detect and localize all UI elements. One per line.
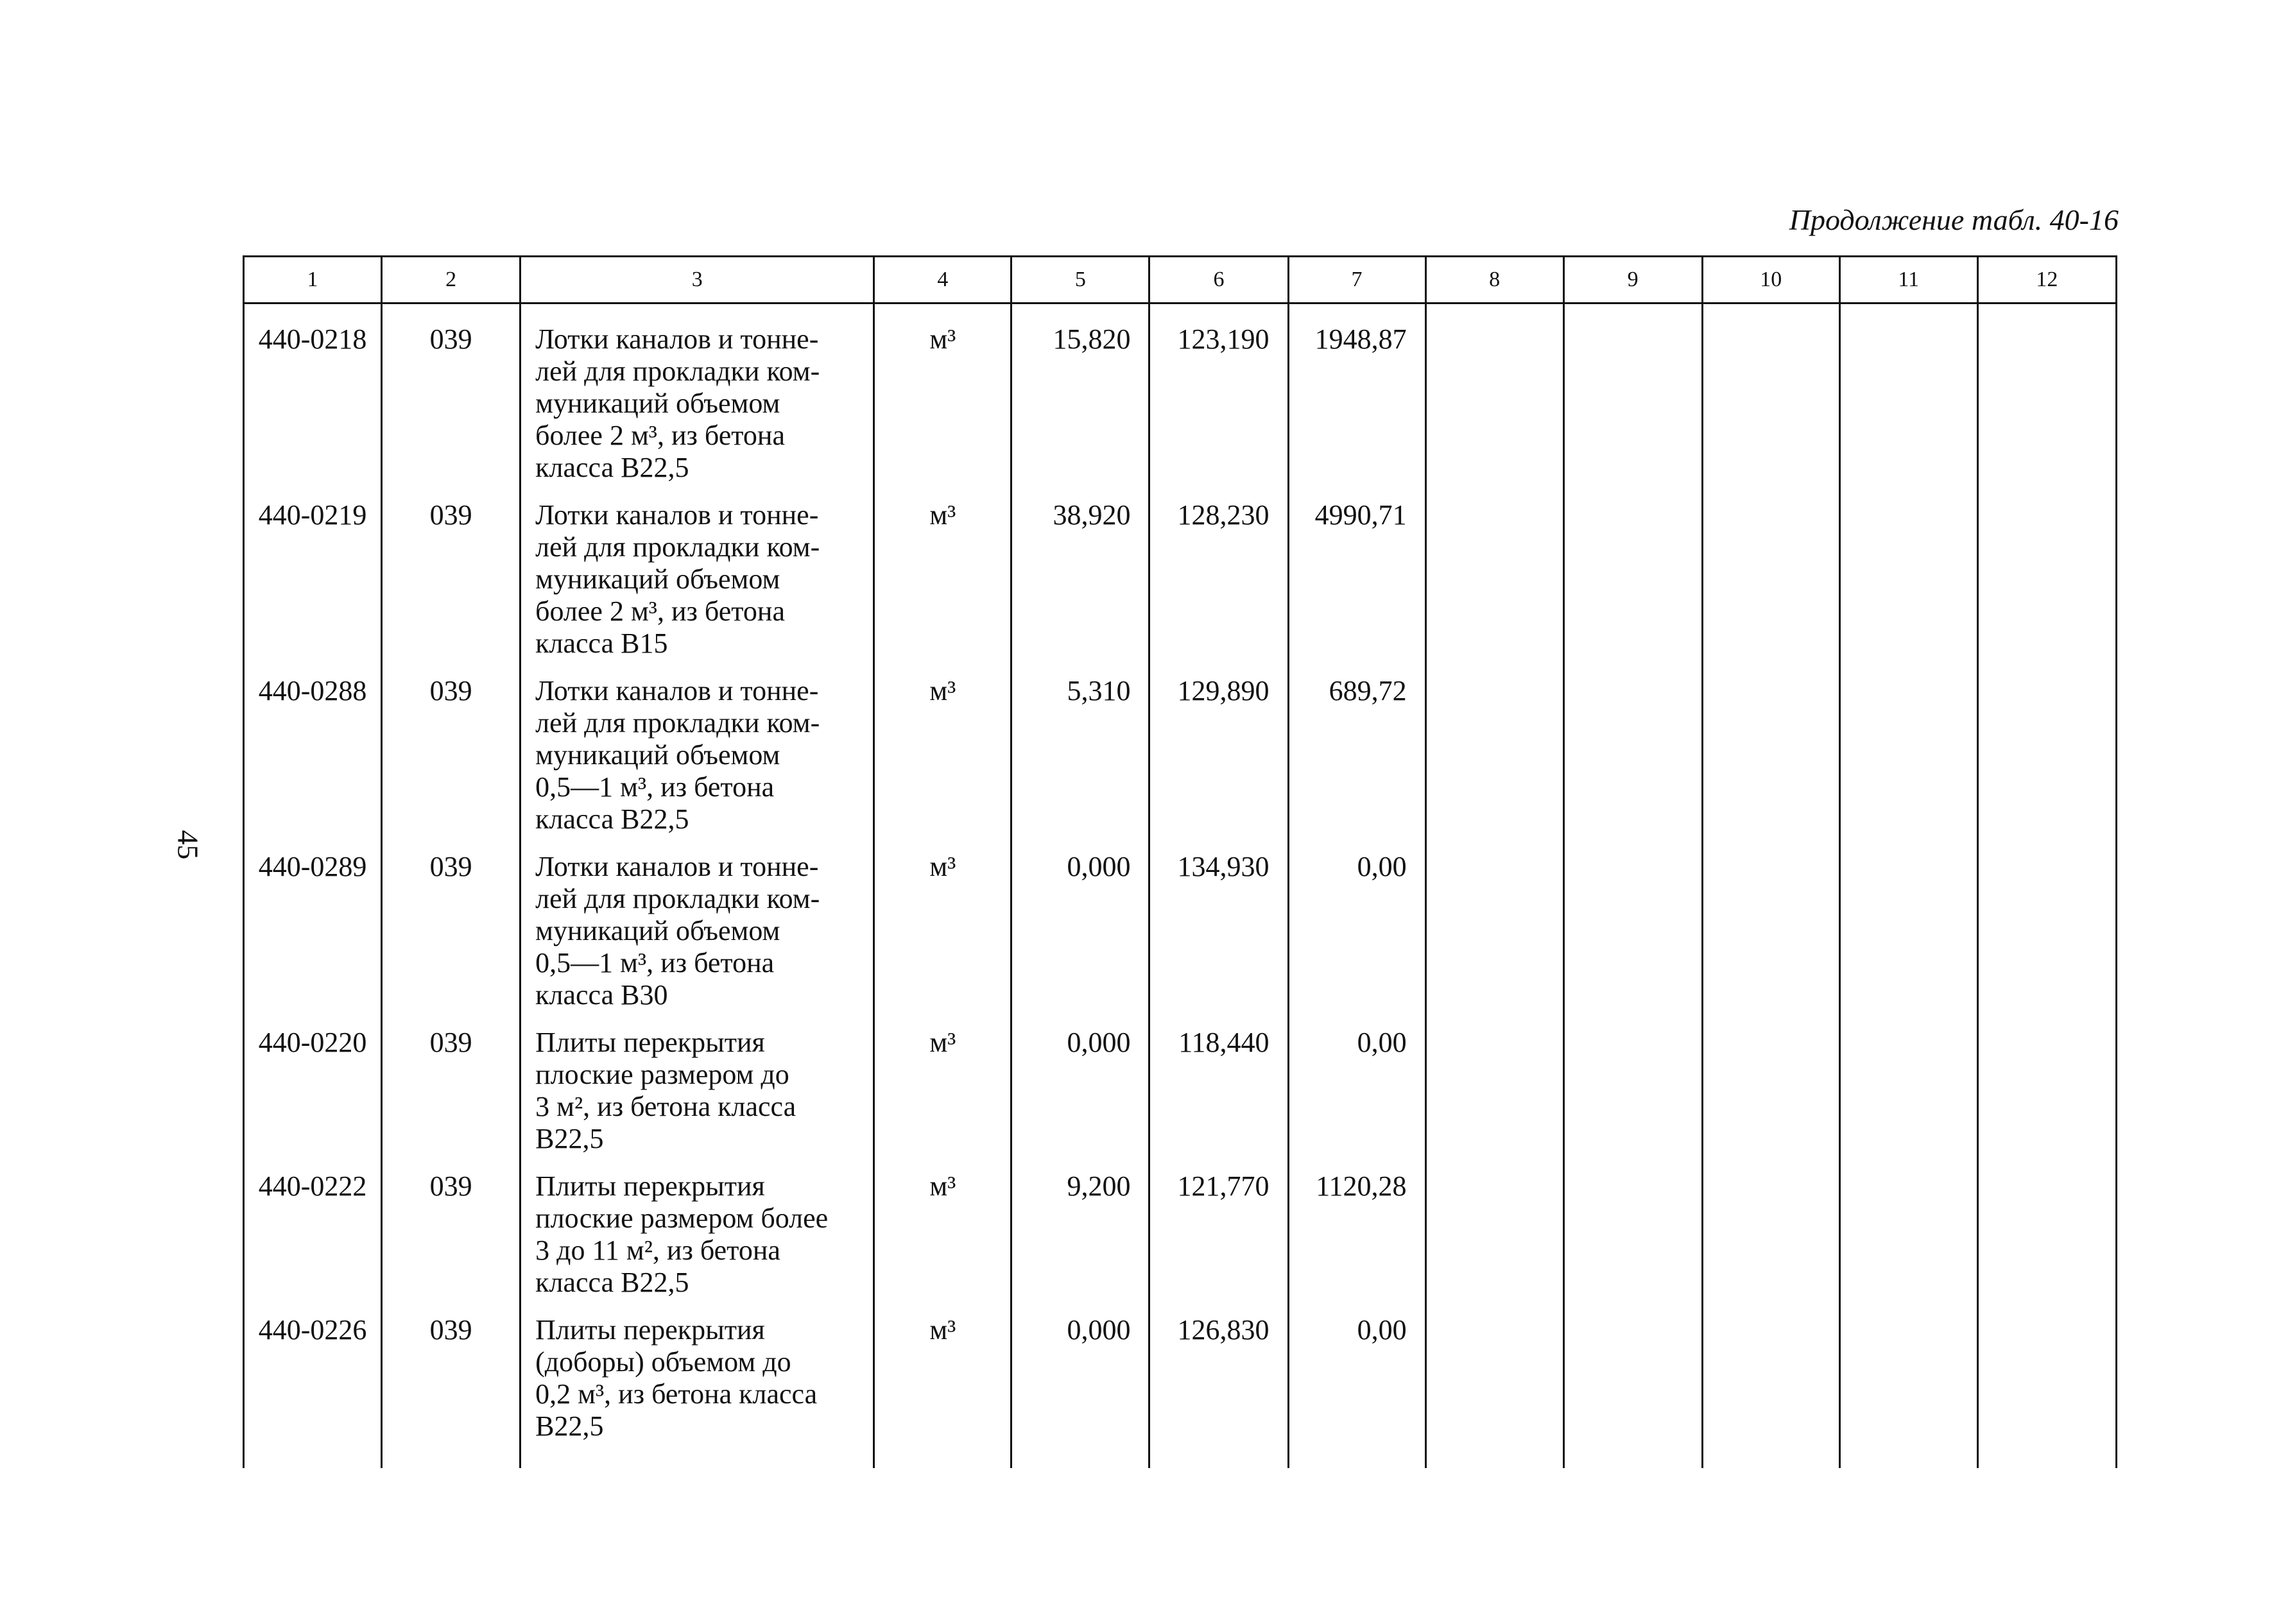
unit-price: 121,770	[1149, 1170, 1288, 1314]
table-continuation-caption: Продолжение табл. 40-16	[1789, 203, 2119, 236]
item-name-line: В22,5	[535, 1410, 604, 1442]
empty-cell-col-8	[1425, 1314, 1563, 1468]
empty-cell-col-11	[1839, 1314, 1977, 1468]
unit-price: 129,890	[1149, 675, 1288, 851]
unit-price: 126,830	[1149, 1314, 1288, 1468]
page-number: 45	[171, 830, 205, 860]
unit: м³	[874, 1170, 1011, 1314]
item-name-line: класса В22,5	[535, 452, 689, 483]
column-header: 5	[1011, 257, 1149, 303]
empty-cell-col-9	[1563, 1027, 1702, 1170]
empty-cell-col-8	[1425, 1027, 1563, 1170]
empty-cell-col-11	[1839, 675, 1977, 851]
empty-cell-col-12	[1977, 675, 2116, 851]
empty-cell-col-8	[1425, 303, 1563, 500]
quantity: 38,920	[1011, 499, 1149, 675]
empty-cell-col-11	[1839, 499, 1977, 675]
column-header: 3	[521, 257, 874, 303]
item-name-line: В22,5	[535, 1123, 604, 1154]
empty-cell-col-12	[1977, 499, 2116, 675]
item-code: 440-0220	[244, 1027, 382, 1170]
item-name-line: 3 до 11 м², из бетона	[535, 1235, 780, 1266]
item-name-line: класса В22,5	[535, 1267, 689, 1298]
price-table	[243, 255, 2117, 1468]
item-name	[521, 499, 874, 675]
empty-cell-col-8	[1425, 675, 1563, 851]
quantity: 9,200	[1011, 1170, 1149, 1314]
unit-price: 123,190	[1149, 303, 1288, 500]
item-name-line: плоские размером более	[535, 1202, 829, 1234]
table-row	[244, 1027, 2117, 1170]
item-name-line: муникаций объемом	[535, 388, 780, 419]
group-code: 039	[382, 1027, 521, 1170]
table-body	[244, 303, 2117, 1469]
table-row	[244, 1170, 2117, 1314]
quantity: 15,820	[1011, 303, 1149, 500]
quantity: 5,310	[1011, 675, 1149, 851]
group-code: 039	[382, 851, 521, 1027]
quantity: 0,000	[1011, 1314, 1149, 1468]
table-row	[244, 851, 2117, 1027]
item-code: 440-0219	[244, 499, 382, 675]
item-name	[521, 851, 874, 1027]
empty-cell-col-10	[1702, 499, 1839, 675]
item-name-line: Лотки каналов и тонне-	[535, 323, 819, 355]
empty-cell-col-10	[1702, 1170, 1839, 1314]
item-code: 440-0218	[244, 303, 382, 500]
empty-cell-col-11	[1839, 851, 1977, 1027]
item-name-line: 0,5—1 м³, из бетона	[535, 771, 775, 803]
item-name-line: класса В22,5	[535, 803, 689, 835]
column-header: 8	[1425, 257, 1563, 303]
empty-cell-col-12	[1977, 1170, 2116, 1314]
unit: м³	[874, 675, 1011, 851]
item-name-line: муникаций объемом	[535, 739, 780, 771]
item-name-line: (доборы) объемом до	[535, 1346, 791, 1378]
item-name-line: 3 м², из бетона класса	[535, 1091, 796, 1122]
column-header: 12	[1977, 257, 2116, 303]
empty-cell-col-10	[1702, 675, 1839, 851]
group-code: 039	[382, 1314, 521, 1468]
empty-cell-col-8	[1425, 499, 1563, 675]
column-header: 6	[1149, 257, 1288, 303]
empty-cell-col-9	[1563, 851, 1702, 1027]
empty-cell-col-10	[1702, 303, 1839, 500]
empty-cell-col-12	[1977, 1027, 2116, 1170]
empty-cell-col-9	[1563, 499, 1702, 675]
table-row	[244, 499, 2117, 675]
column-header: 1	[244, 257, 382, 303]
empty-cell-col-11	[1839, 303, 1977, 500]
unit-price: 118,440	[1149, 1027, 1288, 1170]
unit: м³	[874, 1027, 1011, 1170]
header-row	[244, 257, 2117, 303]
column-header: 9	[1563, 257, 1702, 303]
empty-cell-col-8	[1425, 851, 1563, 1027]
item-name	[521, 1027, 874, 1170]
empty-cell-col-9	[1563, 675, 1702, 851]
unit-price: 128,230	[1149, 499, 1288, 675]
empty-cell-col-9	[1563, 1170, 1702, 1314]
item-name-line: Лотки каналов и тонне-	[535, 499, 819, 531]
table-row	[244, 303, 2117, 500]
total-cost: 4990,71	[1288, 499, 1425, 675]
empty-cell-col-12	[1977, 1314, 2116, 1468]
group-code: 039	[382, 499, 521, 675]
unit: м³	[874, 303, 1011, 500]
item-name-line: муникаций объемом	[535, 563, 780, 595]
item-name-line: 0,2 м³, из бетона класса	[535, 1378, 818, 1410]
group-code: 039	[382, 303, 521, 500]
item-name-line: 0,5—1 м³, из бетона	[535, 947, 775, 979]
item-name-line: плоские размером до	[535, 1059, 789, 1090]
empty-cell-col-11	[1839, 1170, 1977, 1314]
item-code: 440-0289	[244, 851, 382, 1027]
unit-price: 134,930	[1149, 851, 1288, 1027]
column-header: 10	[1702, 257, 1839, 303]
quantity: 0,000	[1011, 851, 1149, 1027]
item-name-line: Плиты перекрытия	[535, 1027, 765, 1058]
empty-cell-col-10	[1702, 1314, 1839, 1468]
item-name-line: муникаций объемом	[535, 915, 780, 946]
unit: м³	[874, 1314, 1011, 1468]
unit: м³	[874, 851, 1011, 1027]
item-name-line: Лотки каналов и тонне-	[535, 851, 819, 882]
empty-cell-col-10	[1702, 851, 1839, 1027]
total-cost: 689,72	[1288, 675, 1425, 851]
empty-cell-col-11	[1839, 1027, 1977, 1170]
column-header: 11	[1839, 257, 1977, 303]
empty-cell-col-12	[1977, 851, 2116, 1027]
item-name-line: класса В30	[535, 979, 668, 1011]
total-cost: 0,00	[1288, 1314, 1425, 1468]
item-name	[521, 1170, 874, 1314]
item-name-line: лей для прокладки ком-	[535, 531, 820, 563]
table-row	[244, 1314, 2117, 1468]
item-code: 440-0222	[244, 1170, 382, 1314]
total-cost: 0,00	[1288, 851, 1425, 1027]
column-header: 2	[382, 257, 521, 303]
group-code: 039	[382, 675, 521, 851]
empty-cell-col-10	[1702, 1027, 1839, 1170]
empty-cell-col-9	[1563, 1314, 1702, 1468]
empty-cell-col-12	[1977, 303, 2116, 500]
item-name-line: более 2 м³, из бетона	[535, 420, 785, 451]
total-cost: 0,00	[1288, 1027, 1425, 1170]
item-name-line: Лотки каналов и тонне-	[535, 675, 819, 706]
item-code: 440-0226	[244, 1314, 382, 1468]
unit: м³	[874, 499, 1011, 675]
quantity: 0,000	[1011, 1027, 1149, 1170]
item-name-line: Плиты перекрытия	[535, 1170, 765, 1202]
item-name	[521, 303, 874, 500]
item-name-line: лей для прокладки ком-	[535, 883, 820, 914]
item-name	[521, 675, 874, 851]
empty-cell-col-9	[1563, 303, 1702, 500]
group-code: 039	[382, 1170, 521, 1314]
table-row	[244, 675, 2117, 851]
column-header: 7	[1288, 257, 1425, 303]
item-name-line: Плиты перекрытия	[535, 1314, 765, 1346]
item-name-line: класса В15	[535, 628, 668, 659]
total-cost: 1948,87	[1288, 303, 1425, 500]
item-name-line: лей для прокладки ком-	[535, 707, 820, 739]
item-code: 440-0288	[244, 675, 382, 851]
total-cost: 1120,28	[1288, 1170, 1425, 1314]
column-header: 4	[874, 257, 1011, 303]
item-name-line: более 2 м³, из бетона	[535, 595, 785, 627]
item-name	[521, 1314, 874, 1468]
item-name-line: лей для прокладки ком-	[535, 355, 820, 387]
empty-cell-col-8	[1425, 1170, 1563, 1314]
